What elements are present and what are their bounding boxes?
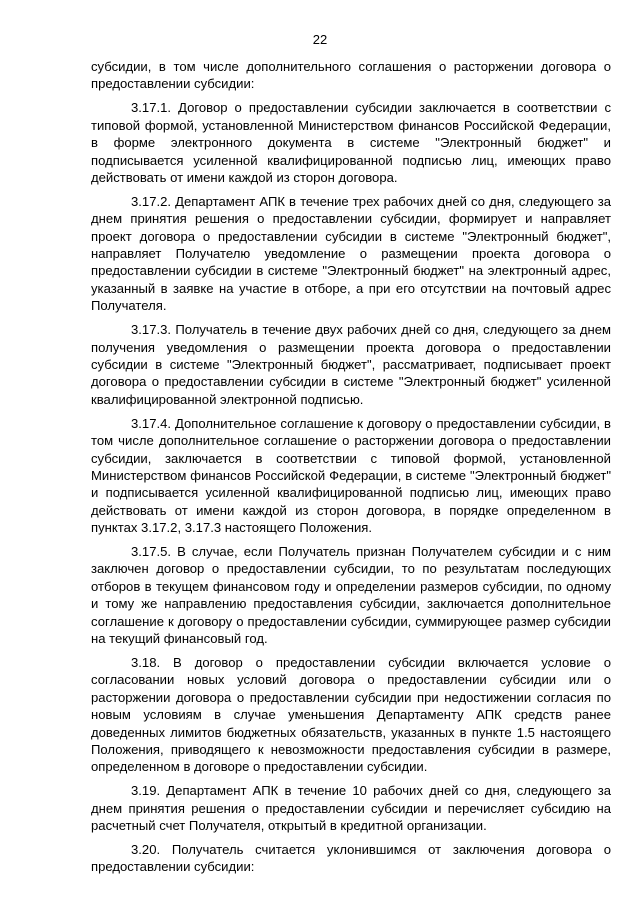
page-number: 22 <box>312 32 328 47</box>
paragraph: субсидии, в том числе дополнительного соглашения о расторжении договора о предоставлении субсидии: <box>91 59 611 92</box>
paragraph: 3.17.3. Получатель в течение двух рабочих дней со дня, следующего за днем получения уведомления о размещении проекта договора о предоставлении субсидии в системе "Электронный бюджет", рассматривает, подписывает проект договора о предоставлении субсидии в системе "Электронный бюджет" усиленной квалифицированной электронной подписью. <box>91 322 611 407</box>
paragraph: 3.17.5. В случае, если Получатель признан Получателем субсидии и с ним заключен договор о предоставлении субсидии, то по результатам последующих отборов в текущем финансовом году и определении размеров субсидии, по одному и тому же направлению предоставления субсидии, заключается дополнительное соглашение к договору о предоставлении субсидии, суммирующее размер субсидии на текущий финансовый год. <box>91 544 611 647</box>
paragraph: 3.17.4. Дополнительное соглашение к договору о предоставлении субсидии, в том числе дополнительное соглашение о расторжении договора о предоставлении субсидии, заключается в соответствии с типовой формой, установленной Министерством финансов Российской Федерации, в системе "Электронный бюджет" и подписывается усиленной квалифицированной подписью лиц, имеющих право действовать от имени каждой из сторон договора, в порядке определенном в пунктах 3.17.2, 3.17.3 настоящего Положения. <box>91 415 611 536</box>
paragraph: 3.20. Получатель считается уклонившимся от заключения договора о предоставлении субсидии: <box>91 842 611 875</box>
paragraph: 3.17.2. Департамент АПК в течение трех рабочих дней со дня, следующего за днем принятия решения о предоставлении субсидии, формирует и направляет проект договора о предоставлении субсидии в системе "Электронный бюджет", направляет Получателю уведомление о размещении проекта договора о предоставлении субсидии в системе "Электронный бюджет" на электронный адрес, указанный в заявке на участие в отборе, а при его отсутствии на почтовый адрес Получателя. <box>91 193 611 314</box>
paragraph: 3.18. В договор о предоставлении субсидии включается условие о согласовании новых условий договора о предоставлении субсидии или о расторжении договора о предоставлении субсидии при недостижении согласия по новым условиям в случае уменьшения Департаменту АПК средств ранее доведенных лимитов бюджетных обязательств, указанных в пункте 1.5 настоящего Положения, приводящего к невозможности предоставления субсидии в размере, определенном в договоре о предоставлении субсидии. <box>91 655 611 775</box>
body-text <box>91 58 611 882</box>
paragraph: 3.19. Департамент АПК в течение 10 рабочих дней со дня, следующего за днем принятия решения о предоставлении субсидии и перечисляет субсидию на расчетный счет Получателя, открытый в кредитной организации. <box>91 783 611 834</box>
paragraph: 3.17.1. Договор о предоставлении субсидии заключается в соответствии с типовой формой, установленной Министерством финансов Российской Федерации, в форме электронного документа в системе "Электронный бюджет" и подписывается усиленной квалифицированной подписью лиц, имеющих право действовать от имени каждой из сторон договора. <box>91 100 611 185</box>
